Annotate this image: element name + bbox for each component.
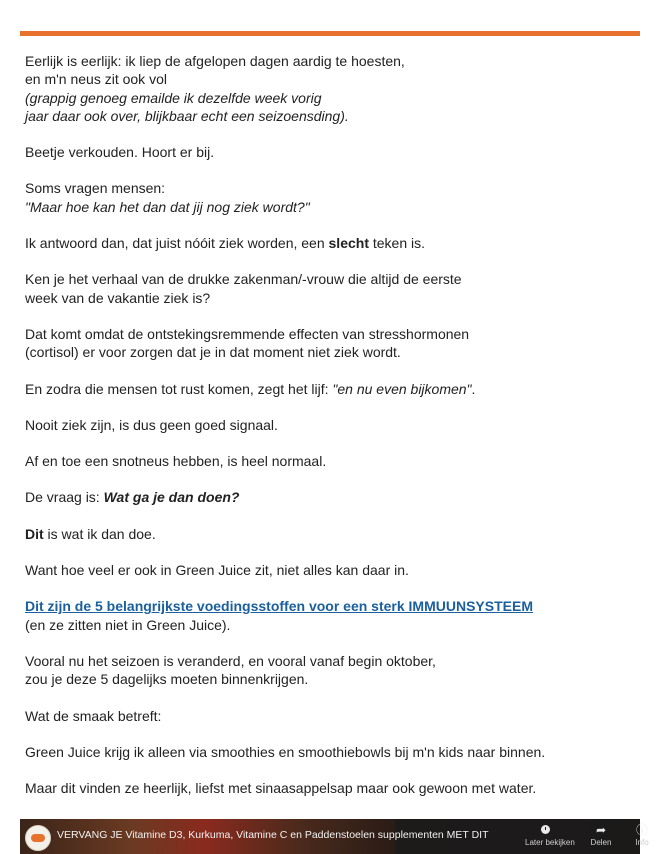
share-button[interactable] bbox=[581, 823, 621, 849]
paragraph-question bbox=[25, 179, 625, 216]
text-line: week van de vakantie ziek is? bbox=[25, 289, 211, 306]
text-line: Ken je het verhaal van de drukke zakenman/-vrouw die altijd de eerste bbox=[25, 271, 462, 288]
video-title[interactable]: VERVANG JE Vitamine D3, Kurkuma, Vitamine C en Paddenstoelen supplementen MET DIT bbox=[57, 829, 489, 841]
italic-quote: "en nu even bijkomen" bbox=[332, 380, 472, 397]
text-segment: is wat ik dan doe. bbox=[43, 525, 156, 542]
email-body bbox=[25, 52, 625, 815]
link-line bbox=[25, 597, 625, 615]
paragraph-rest bbox=[25, 380, 625, 398]
quote-line: "Maar hoe kan het dan dat jij nog ziek wordt?" bbox=[25, 198, 310, 215]
watch-later-button[interactable] bbox=[525, 823, 575, 849]
text-line: Want hoe veel er ook in Green Juice zit, niet alles kan daar in. bbox=[25, 562, 409, 579]
text-segment: De vraag is: bbox=[25, 489, 104, 506]
text-line: Wat de smaak betreft: bbox=[25, 707, 162, 724]
paragraph-answer bbox=[25, 234, 625, 252]
text-segment: Ik antwoord dan, dat juist nóóit ziek worden, een bbox=[25, 235, 329, 252]
text-line: (en ze zitten niet in Green Juice). bbox=[25, 616, 231, 633]
header-accent-bar bbox=[20, 31, 640, 36]
paragraph-kids bbox=[25, 779, 625, 797]
clock-icon bbox=[525, 823, 565, 837]
channel-logo-icon[interactable] bbox=[25, 825, 51, 851]
text-line: Green Juice krijg ik alleen via smoothies en smoothiebowls bij m'n kids naar binnen. bbox=[25, 743, 546, 760]
info-button[interactable] bbox=[622, 823, 662, 849]
paragraph-businessman bbox=[25, 270, 625, 307]
info-icon: ⓘ bbox=[635, 823, 648, 837]
paragraph-season bbox=[25, 652, 625, 689]
text-line: zou je deze 5 dagelijks moeten binnenkrijgen. bbox=[25, 671, 309, 688]
paragraph-taste bbox=[25, 707, 625, 725]
paragraph-cold bbox=[25, 143, 625, 161]
text-line: En zodra die mensen tot rust komen, zegt het lijf: "en nu even bijkomen". bbox=[25, 380, 476, 397]
text-line: Eerlijk is eerlijk: ik liep de afgelopen dagen aardig te hoesten, bbox=[25, 53, 405, 69]
paragraph-what-to-do bbox=[25, 488, 625, 506]
share-label: Delen bbox=[590, 838, 612, 847]
share-arrow-icon: ➦ bbox=[595, 823, 607, 837]
immune-system-link[interactable]: Dit zijn de 5 belangrijkste voedingsstoffen voor een sterk IMMUUNSYSTEEM bbox=[25, 598, 533, 615]
text-line: Af en toe een snotneus hebben, is heel normaal. bbox=[25, 453, 327, 470]
text-line: Nooit ziek zijn, is dus geen goed signaal. bbox=[25, 416, 278, 433]
text-line: en m'n neus zit ook vol bbox=[25, 71, 167, 88]
text-line bbox=[25, 525, 625, 543]
watch-later-label: Later bekijken bbox=[525, 838, 575, 847]
text-line: Beetje verkouden. Hoort er bij. bbox=[25, 144, 215, 161]
text-segment: En zodra die mensen tot rust komen, zegt het lijf: bbox=[25, 380, 333, 397]
paragraph-this bbox=[25, 525, 625, 543]
paragraph-cortisol bbox=[25, 325, 625, 362]
paragraph-signal bbox=[25, 416, 625, 434]
bold-italic-question: Wat ga je dan doen? bbox=[103, 489, 240, 506]
text-line bbox=[25, 234, 625, 252]
bold-word: Dit bbox=[25, 525, 44, 542]
paragraph-intro bbox=[25, 52, 625, 125]
text-line bbox=[25, 488, 625, 506]
paragraph-normal bbox=[25, 452, 625, 470]
text-segment: teken is. bbox=[368, 235, 426, 252]
bold-word: slecht bbox=[328, 235, 369, 252]
text-line: Vooral nu het seizoen is veranderd, en vooral vanaf begin oktober, bbox=[25, 652, 436, 669]
video-embed[interactable] bbox=[20, 819, 649, 854]
info-label: Info bbox=[635, 838, 649, 847]
text-line-italic: (grappig genoeg emailde ik dezelfde week vorig bbox=[25, 89, 322, 106]
text-line: Dat komt omdat de ontstekingsremmende effecten van stresshormonen bbox=[25, 325, 470, 342]
text-line: Soms vragen mensen: bbox=[25, 180, 166, 197]
logo-mark bbox=[31, 834, 45, 842]
text-line-italic: jaar daar ook over, blijkbaar echt een seizoensding). bbox=[25, 107, 349, 124]
paragraph-link bbox=[25, 597, 625, 634]
text-line: (cortisol) er voor zorgen dat je in dat moment niet ziek wordt. bbox=[25, 344, 401, 361]
paragraph-green-juice bbox=[25, 561, 625, 579]
paragraph-smoothies bbox=[25, 743, 625, 761]
text-line: Maar dit vinden ze heerlijk, liefst met sinaasappelsap maar ook gewoon met water. bbox=[25, 780, 537, 797]
